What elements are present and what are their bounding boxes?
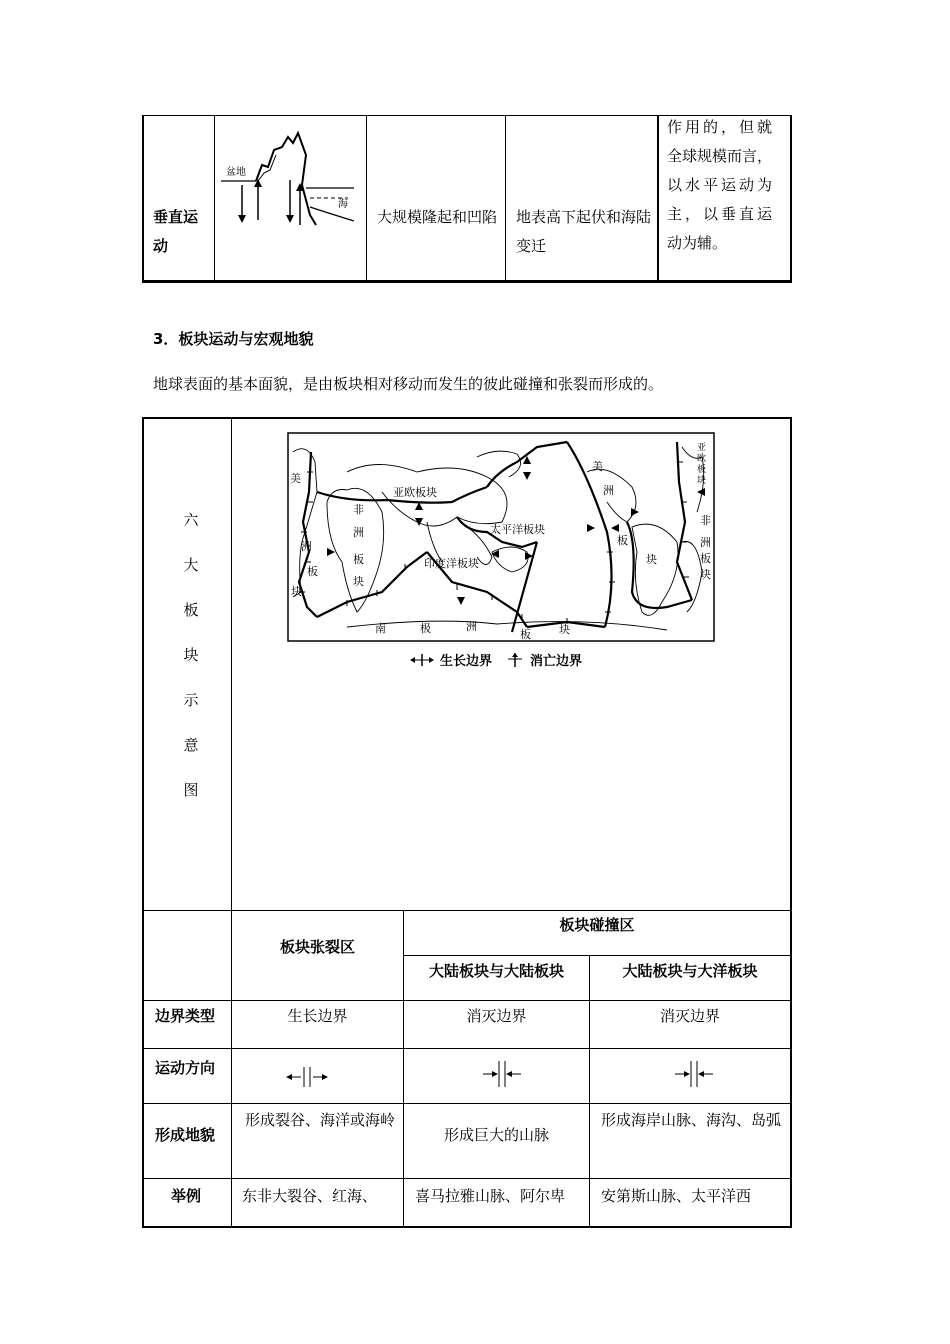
- svg-text:欧: 欧: [697, 454, 707, 464]
- row-label-boundary-type: 边界类型: [155, 1007, 216, 1025]
- svg-text:块: 块: [291, 585, 302, 598]
- svg-text:洲: 洲: [301, 540, 312, 553]
- svg-text:板: 板: [617, 534, 628, 547]
- svg-text:亚: 亚: [697, 443, 707, 453]
- growth-boundary-label: 生长边界: [440, 654, 493, 669]
- svg-text:块: 块: [353, 575, 364, 588]
- indian-plate-label: 印度洋板块: [424, 557, 479, 570]
- section-intro: 地球表面的基本面貌，是由板块相对移动而发生的彼此碰撞和张裂而形成的。: [153, 375, 664, 393]
- converging-arrows-icon-co: [673, 1060, 715, 1088]
- six-plates-map: [287, 432, 715, 642]
- row-label-motion-direction: 运动方向: [155, 1059, 216, 1077]
- cell-boundary-rift: 生长边界: [287, 1007, 348, 1025]
- cell-boundary-co: 消灭边界: [659, 1007, 720, 1025]
- note-line: 以水平运动为: [667, 176, 776, 194]
- note-line: 作用的，但就: [667, 118, 776, 136]
- svg-text:板: 板: [697, 465, 707, 475]
- svg-text:非: 非: [700, 514, 711, 527]
- subduction-boundary-label: 消亡边界: [530, 654, 583, 669]
- svg-text:板: 板: [520, 628, 531, 641]
- svg-text:非: 非: [353, 503, 364, 516]
- vertical-movement-diagram: [218, 125, 364, 235]
- rift-zone-header: 板块张裂区: [279, 938, 355, 956]
- pacific-plate-label: 太平洋板块: [490, 523, 545, 536]
- svg-text:洲: 洲: [700, 536, 711, 549]
- svg-text:块: 块: [646, 553, 657, 566]
- basin-label: 盆地: [226, 167, 246, 178]
- growth-boundary-icon: [408, 653, 436, 667]
- continent-ocean-header: 大陆板块与大洋板块: [622, 962, 758, 980]
- svg-text:块: 块: [697, 476, 707, 486]
- row-label-vertical-movement: 垂直运动: [153, 208, 199, 255]
- row-label-example: 举例: [171, 1187, 202, 1205]
- cell-landform-cc: 形成巨大的山脉: [443, 1126, 549, 1144]
- cell-boundary-cc: 消灭边界: [466, 1007, 527, 1025]
- note-text: [667, 113, 787, 258]
- cell-landform-rift: 形成裂谷、海洋或海岭: [244, 1111, 395, 1129]
- row-label-landform: 形成地貌: [155, 1126, 216, 1144]
- collision-zone-header: 板块碰撞区: [559, 916, 635, 934]
- svg-text:板: 板: [307, 565, 318, 578]
- svg-text:洲: 洲: [353, 526, 364, 539]
- landform-text: 大规模隆起和凹陷: [377, 208, 498, 226]
- note-line: 主，以垂直运: [667, 205, 776, 223]
- svg-text:洲: 洲: [466, 620, 477, 633]
- cell-landform-co: 形成海岸山脉、海沟、岛弧: [601, 1111, 782, 1129]
- note-line: 全球规模而言，: [667, 147, 773, 165]
- svg-text:板: 板: [700, 552, 711, 565]
- cell-example-cc: 喜马拉雅山脉、阿尔卑: [415, 1187, 566, 1205]
- diverging-arrows-icon: [284, 1066, 330, 1088]
- section-heading: 3．板块运动与宏观地貌: [153, 330, 314, 348]
- svg-text:块: 块: [559, 623, 570, 636]
- note-line: 动为辅。: [667, 234, 728, 252]
- svg-text:美: 美: [290, 472, 301, 485]
- effect-text: 地表高下起伏和海陆变迁: [516, 208, 652, 255]
- cell-example-co: 安第斯山脉、太平洋西: [601, 1187, 752, 1205]
- svg-text:美: 美: [592, 460, 603, 473]
- eurasia-plate-label: 亚欧板块: [393, 486, 437, 499]
- subduction-boundary-icon: [504, 652, 526, 668]
- cell-example-rift: 东非大裂谷、红海、: [242, 1187, 378, 1205]
- converging-arrows-icon-cc: [481, 1060, 523, 1088]
- sea-label: 海: [338, 199, 348, 210]
- map-legend: [408, 650, 582, 669]
- svg-text:块: 块: [700, 568, 711, 581]
- svg-text:极: 极: [420, 622, 431, 635]
- svg-text:板: 板: [353, 553, 364, 566]
- svg-text:南: 南: [375, 622, 386, 635]
- svg-text:洲: 洲: [603, 484, 614, 497]
- continent-continent-header: 大陆板块与大陆板块: [428, 962, 564, 980]
